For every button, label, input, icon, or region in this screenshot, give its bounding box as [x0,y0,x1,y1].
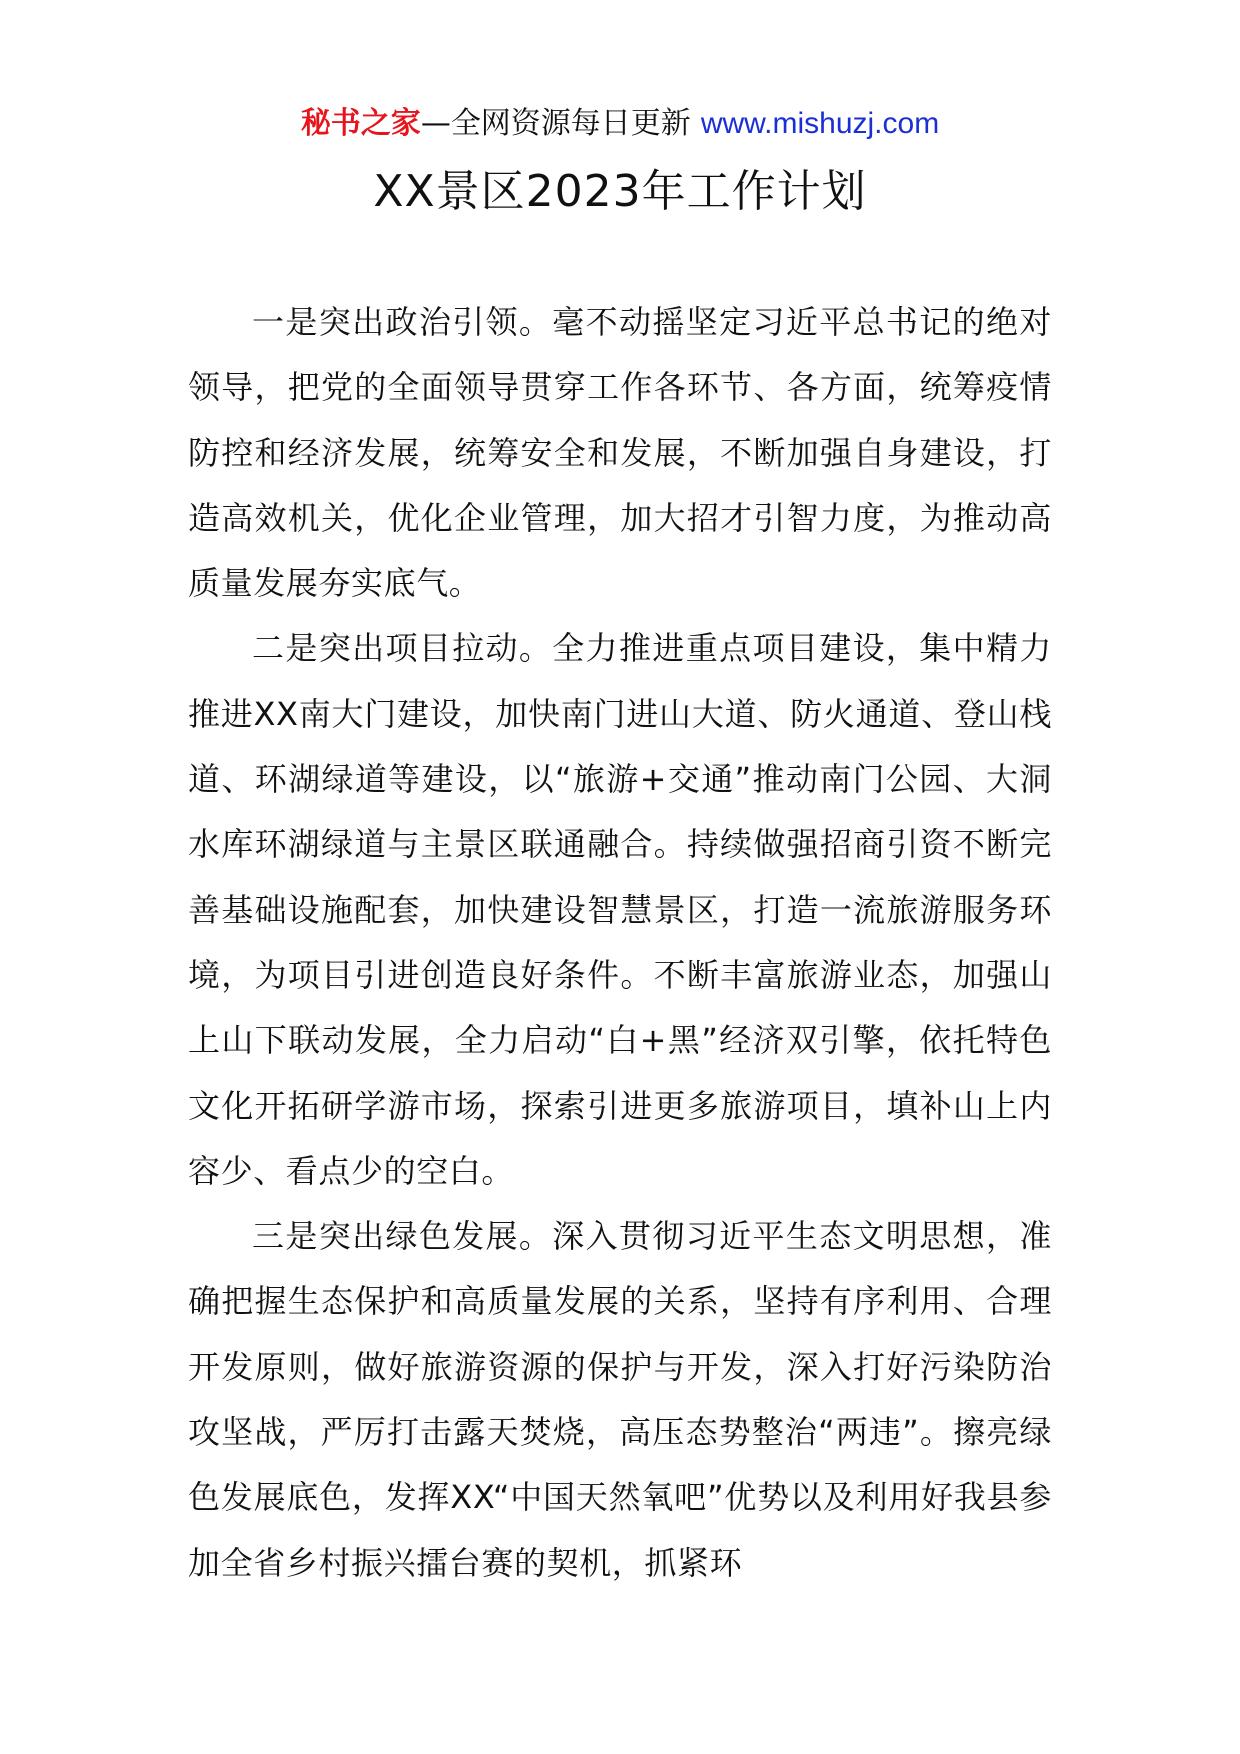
paragraph-political-leadership: 一是突出政治引领。毫不动摇坚定习近平总书记的绝对领导，把党的全面领导贯穿工作各环节、各方面，统筹疫情防控和经济发展，统筹安全和发展，不断加强自身建设，打造高效机关，优化企业管理，加大招才引智力度，为推动高质量发展夯实底气。 [188,303,1052,603]
paragraph-green-development: 三是突出绿色发展。深入贯彻习近平生态文明思想，准确把握生态保护和高质量发展的关系，坚持有序利用、合理开发原则，做好旅游资源的保护与开发，深入打好污染防治攻坚战，严厉打击露天焚烧，高压态势整治“两违”。擦亮绿色发展底色，发挥XX“中国天然氧吧”优势以及利用好我县参加全省乡村振兴擂台赛的契机，抓紧环 [188,1217,1052,1582]
document-body [188,290,1052,1596]
document-title: XX景区2023年工作计划 [373,166,867,217]
paragraph-project-driving: 二是突出项目拉动。全力推进重点项目建设，集中精力推进XX南大门建设，加快南门进山大道、防火通道、登山栈道、环湖绿道等建设，以“旅游+交通”推动南门公园、大洞水库环湖绿道与主景区联通融合。持续做强招商引资不断完善基础设施配套，加快建设智慧景区，打造一流旅游服务环境，为项目引进创造良好条件。不断丰富旅游业态，加强山上山下联动发展，全力启动“白+黑”经济双引擎，依托特色文化开拓研学游市场，探索引进更多旅游项目，填补山上内容少、看点少的空白。 [188,629,1052,1190]
watermark-header [0,102,1240,146]
watermark-tagline: —全网资源每日更新 [420,106,691,141]
watermark-brand: 秘书之家 [300,106,421,141]
watermark-url: www.mishuzj.com [700,107,940,140]
